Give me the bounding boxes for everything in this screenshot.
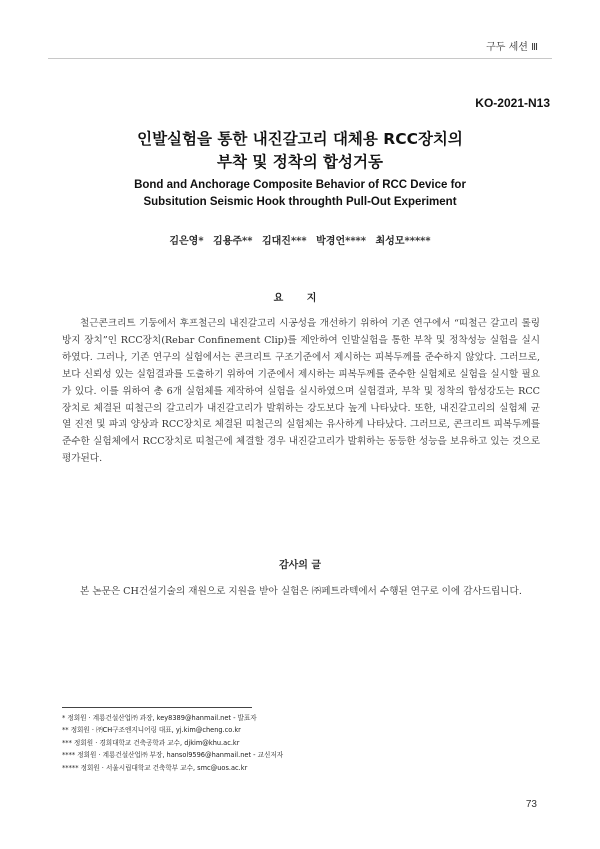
footnote-item: ***** 정회원 · 서울시립대학교 건축학부 교수, smc@uos.ac.kr [62, 763, 248, 772]
korean-title-line-1: 인발실험을 통한 내진갈고리 대체용 RCC장치의 [137, 130, 463, 148]
english-title-line-2: Subsitution Seismic Hook throughth Pull-Out Experiment [143, 196, 457, 208]
abstract-heading: 요 지 [273, 293, 327, 304]
english-title-line-1: Bond and Anchorage Composite Behavior of RCC Device for [134, 179, 466, 191]
acknowledgement-heading: 감사의 글 [278, 560, 322, 571]
footnote-item: *** 정회원 · 경희대학교 건축공학과 교수, djkim@khu.ac.kr [62, 738, 240, 747]
header-divider [48, 58, 552, 59]
footnote-item: * 정회원 · 계룡건설산업㈜ 과장, key8389@hanmail.net - 발표자 [62, 714, 257, 722]
korean-title-line-2: 부착 및 정착의 합성거동 [217, 153, 383, 171]
paper-code: KO-2021-N13 [475, 96, 550, 110]
footnote-item: ** 정회원 · ㈜CH구조엔지니어링 대표, yj.kim@cheng.co.kr [62, 726, 241, 735]
acknowledgement-body: 본 논문은 CH건설기술의 재원으로 지원을 받아 실험은 ㈜페트라텍에서 수행된 연구로 이에 감사드립니다. [80, 586, 522, 597]
session-label: 구두 세션 Ⅲ [486, 42, 538, 53]
page-number: 73 [525, 799, 537, 810]
author-list: 김은영* 김용주** 김대진*** 박경언**** 최성모***** [169, 236, 431, 247]
footnote-item: **** 정회원 · 계룡건설산업㈜ 부장, hansol9596@hanmail.net - 교신저자 [62, 751, 284, 760]
abstract-body: 철근콘크리트 기둥에서 후프철근의 내진갈고리 시공성을 개선하기 위하여 기존 연구에서 “띠철근 갈고리 롤링 방지 장치”인 RCC장치(Rebar Confinement Clip)를 제안하여 인발실험을 통한 부착 및 정착성능 실험을 실시하였다. 그러나, 기존 연구의 실험에서는 콘크리트 구조기준에서 제시하는 피복두께를 준수하지 않았다. 그러므로, 보다 신뢰성 있는 실험결과를 도출하기 위하여 기준에서 제시하는 피복두께를 준수한 실험체로 실험을 실시할 필요가 있다. 이를 위하여 총 6개 실험체를 제작하여 실험을 실시하였으며 실험결과, 부착 및 정착의 합성강도는 RCC장치로 체결된 띠철근의 갈고리가 내진갈고리가 발휘하는 강도보다 높게 나타났다. 또한, 내진갈고리의 실험체 균열 진전 및 파괴 양상과 RCC장치로 체결된 띠철근의 실험체는 유사하게 나타났다. 그러므로, 콘크리트 피복두께를 준수한 실험체에서 RCC장치로 띠철근에 체결할 경우 내진갈고리가 발휘하는 동등한 성능을 보유하고 있는 것으로 평가된다. [62, 318, 540, 465]
footnote-divider [62, 707, 252, 708]
footnote-list [62, 712, 283, 774]
